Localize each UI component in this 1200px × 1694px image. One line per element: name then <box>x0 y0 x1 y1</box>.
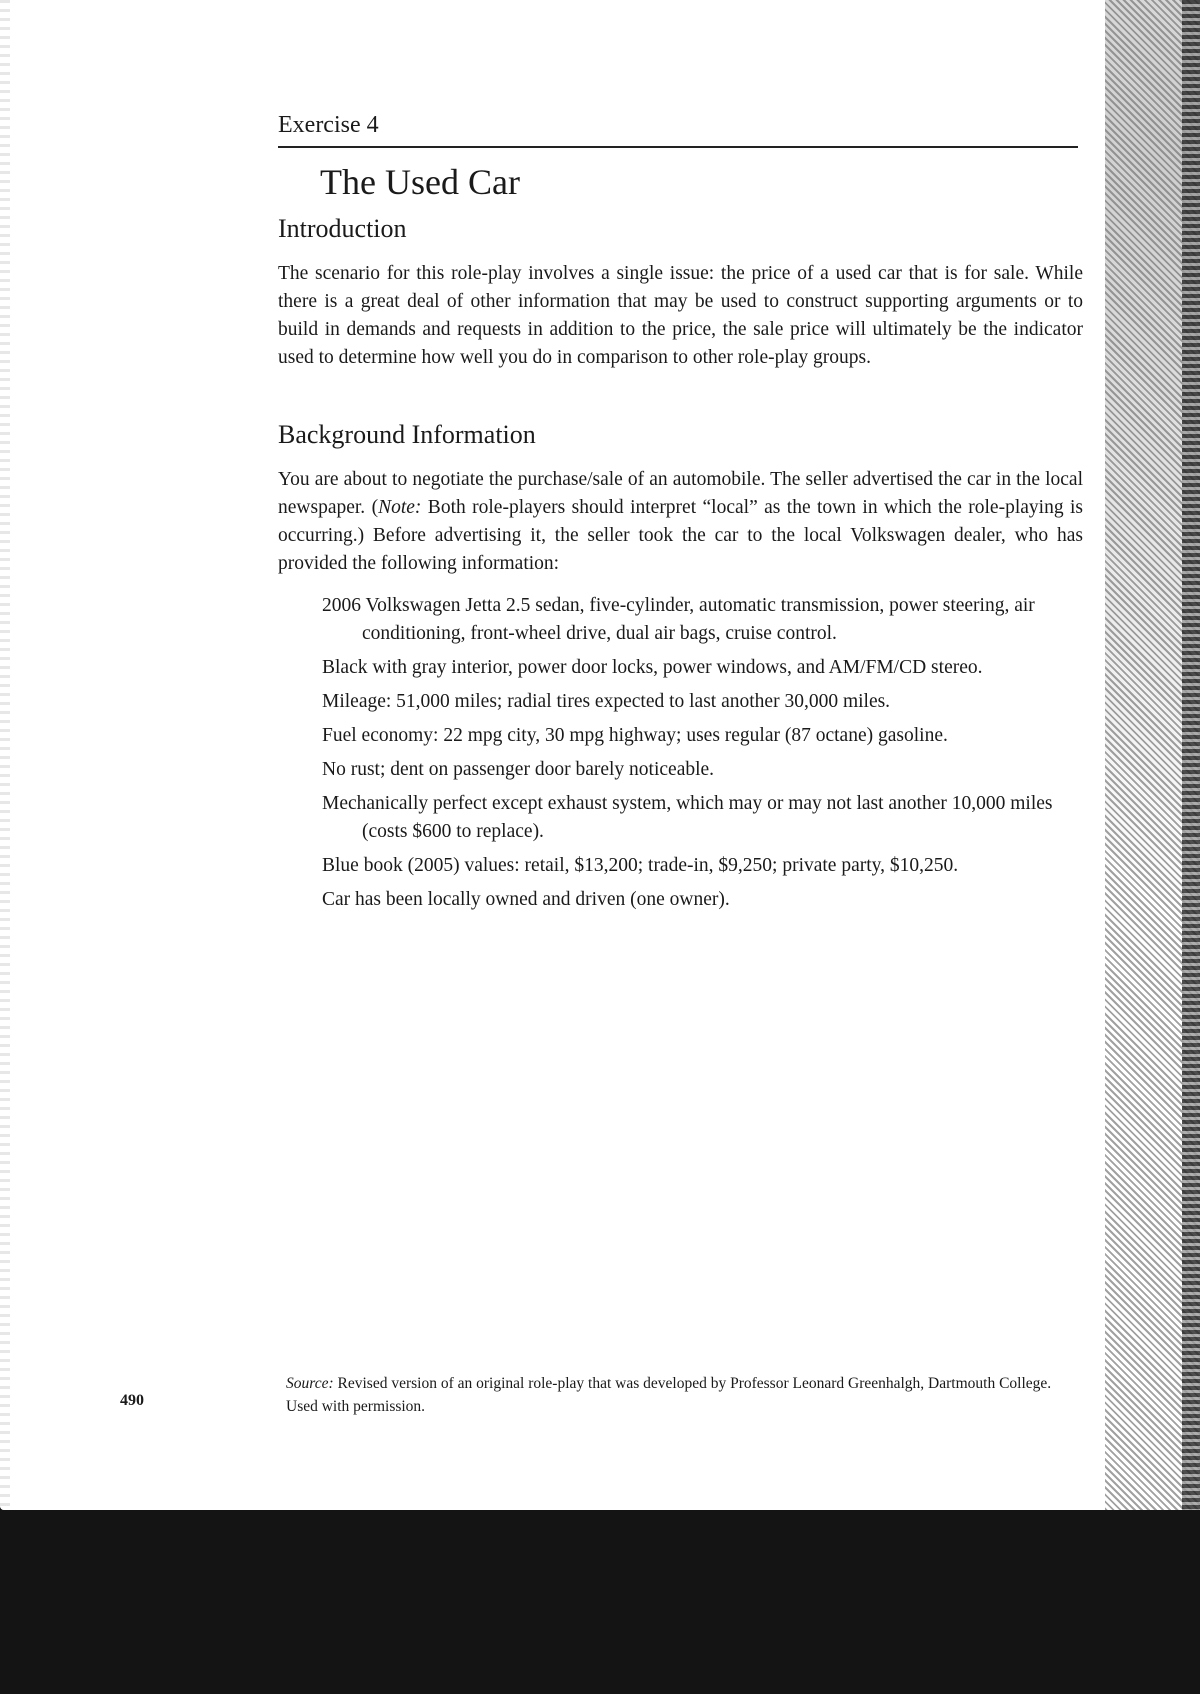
background-text-after-note: Both role-players should interpret “local” as the town in which the role-playing is occurring.) Before advertising it, the seller took the car to the local Volkswagen dealer, who has provided the following information: <box>278 497 1083 574</box>
introduction-paragraph: The scenario for this role-play involves a single issue: the price of a used car that is for sale. While there is a great deal of other information that may be used to construct supporting arguments or to build in demands and requests in addition to the price, the sale price will ultimately be the indicator used to determine how well you do in comparison to other role-play groups. <box>278 263 1083 368</box>
background-paragraph <box>278 466 1083 578</box>
source-label: Source: <box>286 1375 334 1392</box>
car-spec-item: Mileage: 51,000 miles; radial tires expected to last another 30,000 miles. <box>322 691 891 712</box>
car-spec-item: No rust; dent on passenger door barely noticeable. <box>322 759 715 780</box>
page-content <box>278 110 1083 920</box>
source-text: Revised version of an original role-play that was developed by Professor Leonard Greenhalgh, Dartmouth College. Used with permission. <box>286 1375 1052 1415</box>
car-specs-list <box>278 592 1083 914</box>
background-heading: Background Information <box>278 420 536 449</box>
car-spec-item: Blue book (2005) values: retail, $13,200; trade-in, $9,250; private party, $10,250. <box>322 855 959 876</box>
car-spec-item: Black with gray interior, power door locks, power windows, and AM/FM/CD stereo. <box>322 657 983 678</box>
introduction-heading: Introduction <box>278 214 407 243</box>
page-binding-edge <box>1182 0 1200 1510</box>
page-left-edge <box>0 0 10 1510</box>
background-text-before-note: You are about to negotiate the purchase/sale of an automobile. The seller advertised the car in the local newspaper. ( <box>278 469 1083 518</box>
page-number: 490 <box>120 1392 144 1409</box>
header-rule <box>278 146 1078 148</box>
car-spec-item: Fuel economy: 22 mpg city, 30 mpg highway; uses regular (87 octane) gasoline. <box>322 725 948 746</box>
car-spec-item: 2006 Volkswagen Jetta 2.5 sedan, five-cylinder, automatic transmission, power steering, air conditioning, front-wheel drive, dual air bags, cruise control. <box>322 595 1035 644</box>
car-spec-item: Car has been locally owned and driven (one owner). <box>322 889 730 910</box>
note-label: Note: <box>378 497 422 518</box>
page-title: The Used Car <box>320 162 520 202</box>
exercise-label: Exercise 4 <box>278 112 379 138</box>
source-footnote <box>286 1372 1076 1418</box>
car-spec-item: Mechanically perfect except exhaust system, which may or may not last another 10,000 miles (costs $600 to replace). <box>322 793 1053 842</box>
